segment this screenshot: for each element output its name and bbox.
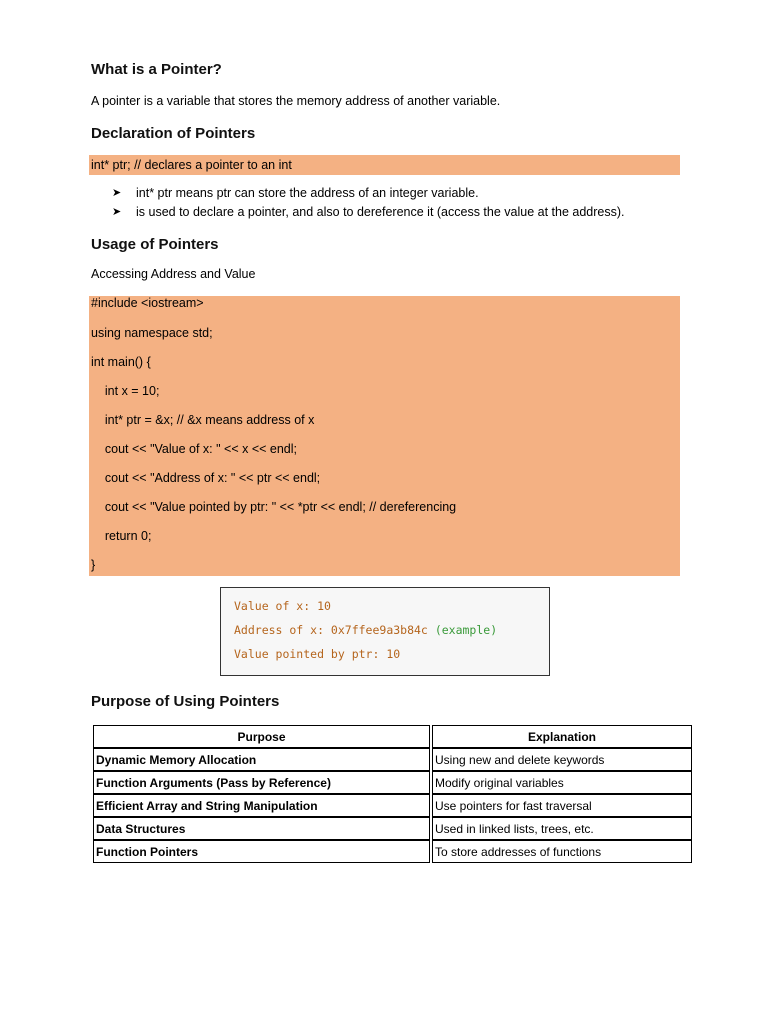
purpose-cell: Efficient Array and String Manipulation	[93, 794, 430, 817]
bullet-text: is used to declare a pointer, and also to dereference it (access the value at the address).	[136, 205, 625, 219]
code-block	[89, 296, 680, 576]
code-line: cout << "Value of x: " << x << endl;	[91, 442, 297, 456]
table-row	[93, 748, 692, 771]
table-row	[93, 840, 692, 863]
output-box	[220, 587, 550, 676]
declaration-bullets	[112, 184, 624, 222]
purpose-cell: Dynamic Memory Allocation	[93, 748, 430, 771]
code-line: cout << "Value pointed by ptr: " << *ptr << endl; // dereferencing	[91, 500, 457, 514]
code-line: #include <iostream>	[91, 296, 204, 310]
column-header: Purpose	[93, 725, 430, 748]
heading-usage: Usage of Pointers	[91, 236, 219, 253]
heading-purpose: Purpose of Using Pointers	[91, 693, 280, 710]
table-row	[93, 794, 692, 817]
list-item	[112, 184, 624, 203]
code-line: }	[91, 558, 96, 572]
heading-what-is-pointer: What is a Pointer?	[91, 61, 222, 78]
usage-subtitle: Accessing Address and Value	[91, 267, 256, 281]
code-line: int* ptr = &x; // &x means address of x	[91, 413, 315, 427]
code-line: int main() {	[91, 355, 151, 369]
heading-declaration: Declaration of Pointers	[91, 125, 256, 142]
purpose-cell: Function Pointers	[93, 840, 430, 863]
explanation-cell: Modify original variables	[432, 771, 692, 794]
code-line: using namespace std;	[91, 326, 213, 340]
code-line: int x = 10;	[91, 384, 160, 398]
output-line	[234, 623, 497, 637]
explanation-cell: Use pointers for fast traversal	[432, 794, 692, 817]
explanation-cell: Using new and delete keywords	[432, 748, 692, 771]
output-address: Address of x: 0x7ffee9a3b84c	[234, 623, 428, 637]
table-header-row	[93, 725, 692, 748]
bullet-text: int* ptr means ptr can store the address of an integer variable.	[136, 186, 479, 200]
column-header: Explanation	[432, 725, 692, 748]
explanation-cell: Used in linked lists, trees, etc.	[432, 817, 692, 840]
table-row	[93, 817, 692, 840]
table-row	[93, 771, 692, 794]
declaration-code: int* ptr; // declares a pointer to an int	[89, 155, 680, 175]
output-line: Value of x: 10	[234, 599, 331, 613]
purpose-table	[91, 725, 694, 863]
arrow-bullet-icon: ➤	[112, 187, 122, 199]
purpose-cell: Function Arguments (Pass by Reference)	[93, 771, 430, 794]
output-note: (example)	[434, 623, 498, 637]
definition-text: A pointer is a variable that stores the memory address of another variable.	[91, 94, 501, 108]
code-line: cout << "Address of x: " << ptr << endl;	[91, 471, 321, 485]
code-line: return 0;	[91, 529, 152, 543]
explanation-cell: To store addresses of functions	[432, 840, 692, 863]
purpose-cell: Data Structures	[93, 817, 430, 840]
list-item	[112, 203, 624, 222]
arrow-bullet-icon: ➤	[112, 206, 122, 218]
output-line: Value pointed by ptr: 10	[234, 647, 401, 661]
